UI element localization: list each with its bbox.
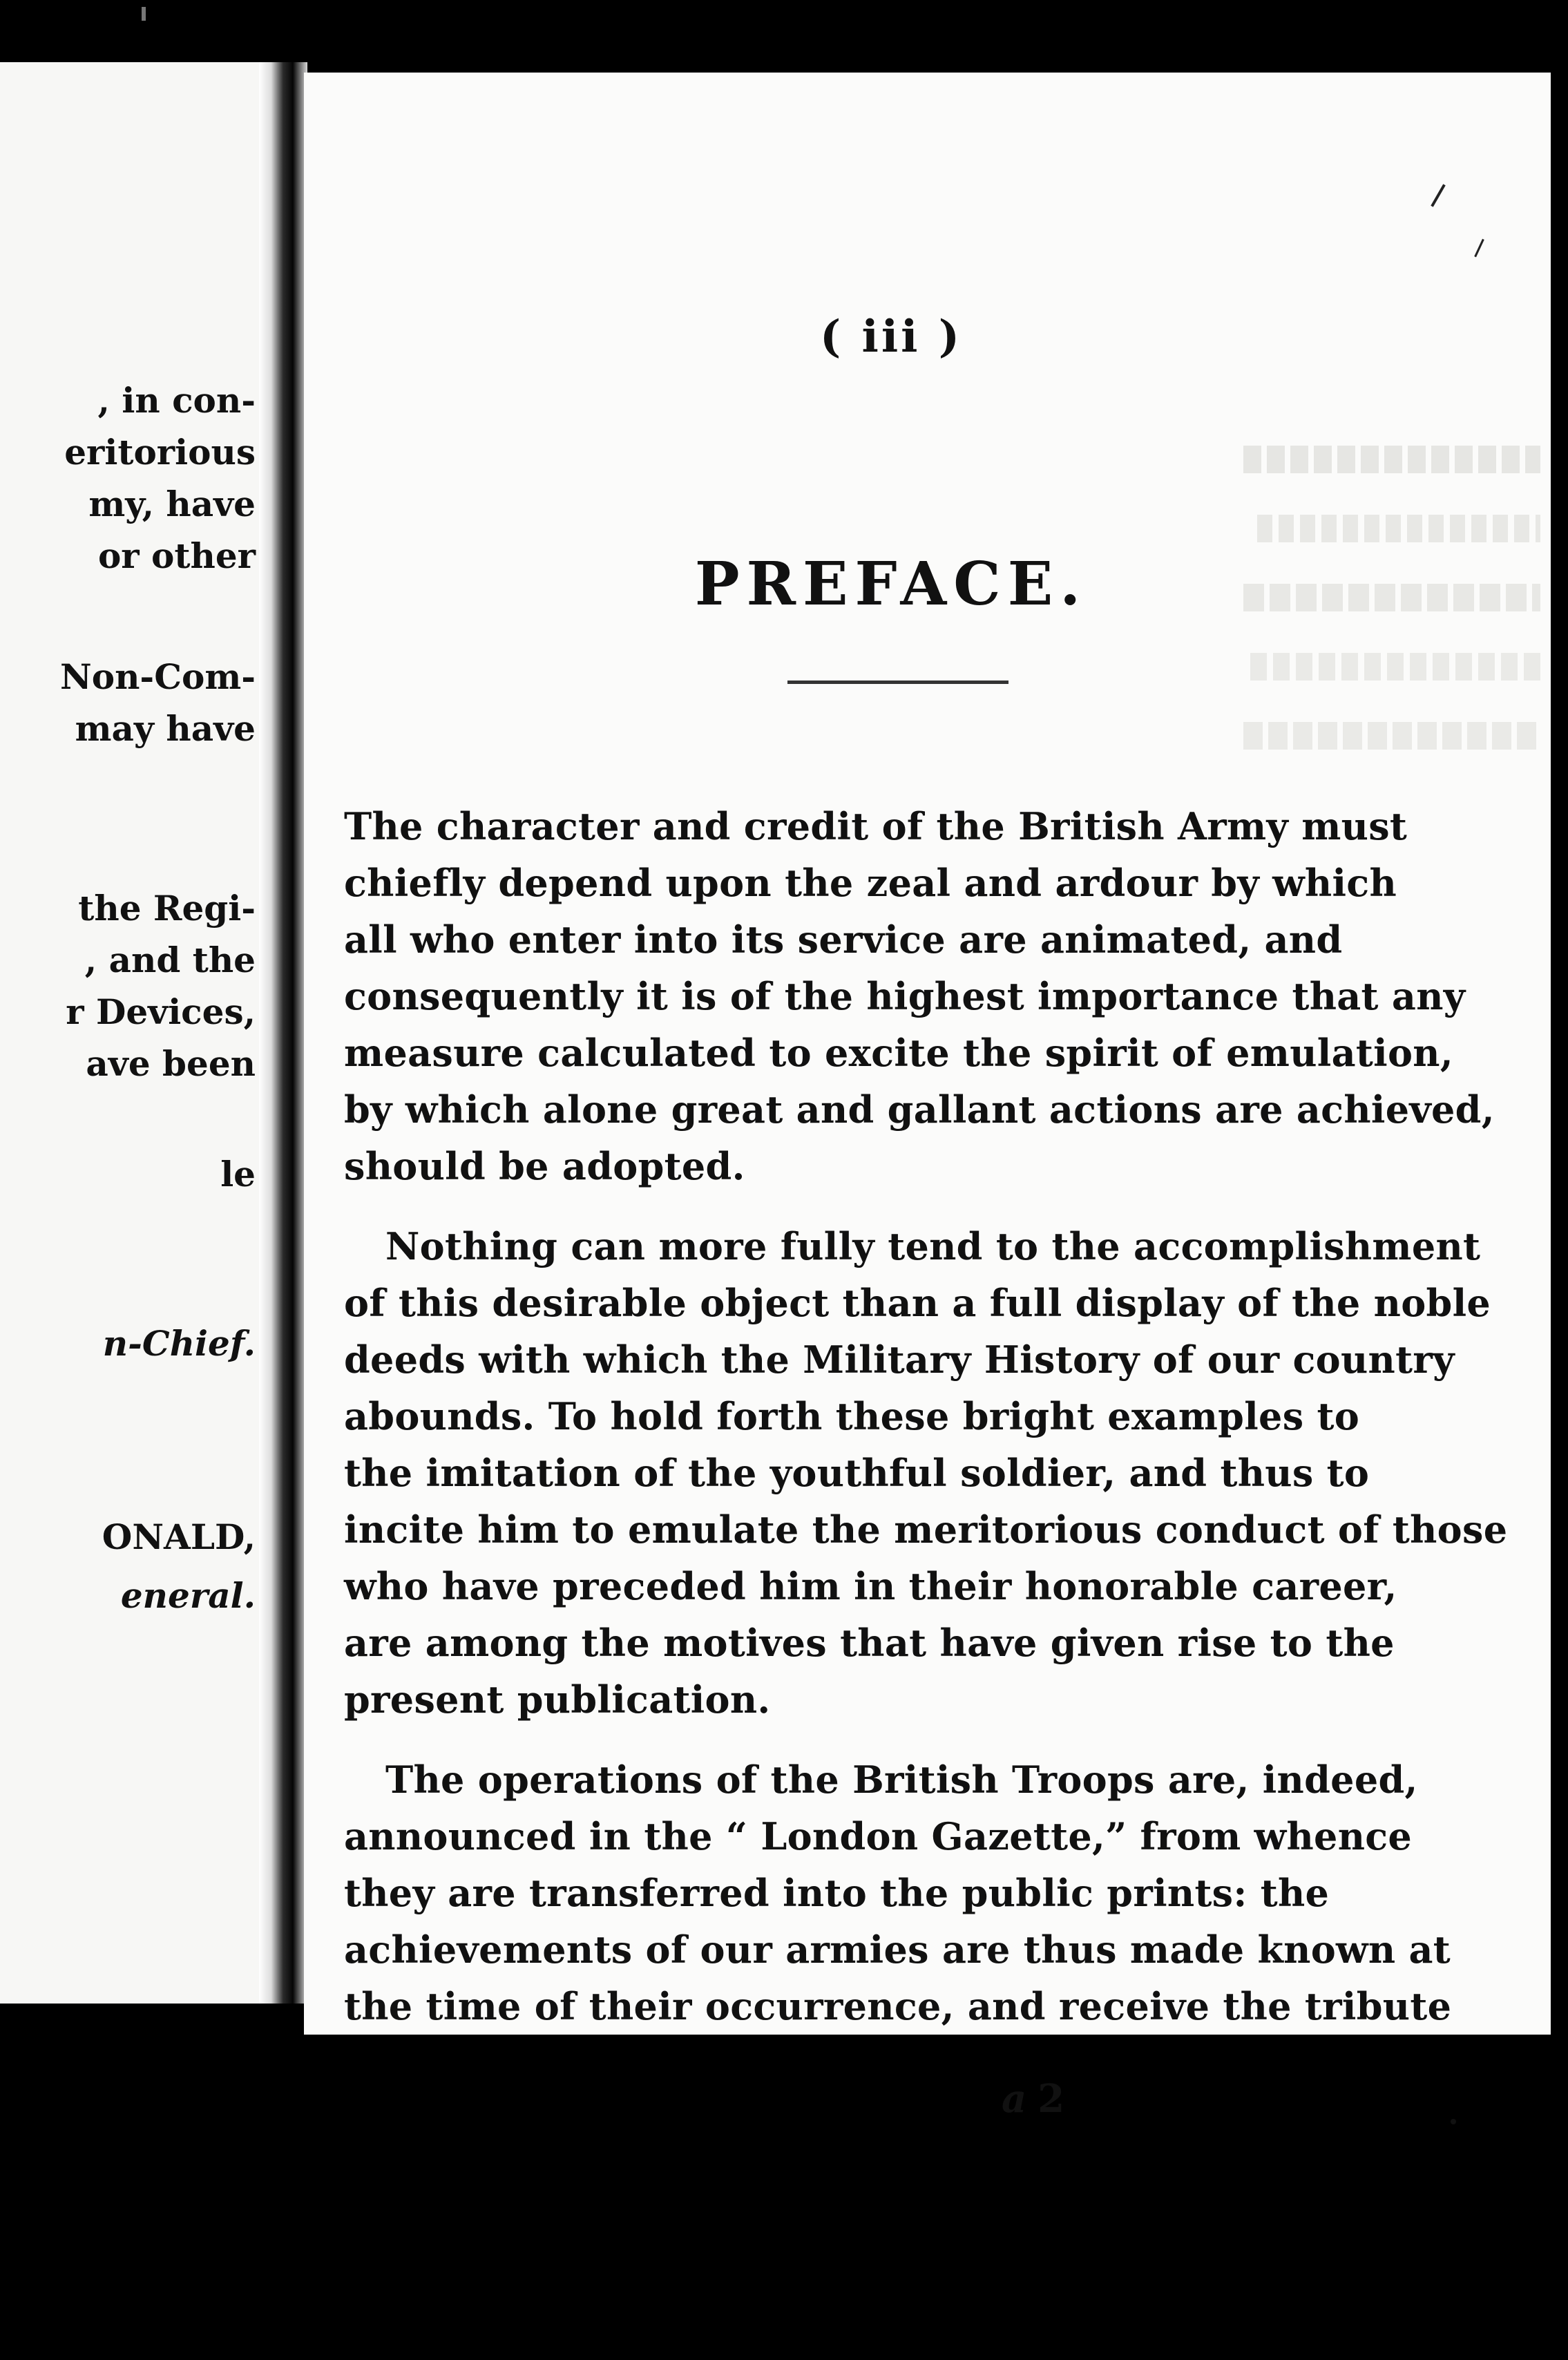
show-through-text (1243, 446, 1540, 473)
facing-page-fragment: , and the (84, 940, 256, 980)
preface-body (344, 798, 1508, 2035)
facing-page-fragment: my, have (88, 484, 256, 524)
text-line: are among the motives that have given rise to the (344, 1621, 1395, 1665)
show-through-text (1250, 653, 1540, 681)
text-line: all who enter into its service are animated, and (344, 917, 1343, 962)
facing-page-fragment: le (220, 1154, 256, 1195)
text-line: The operations of the British Troops are, indeed, (385, 1758, 1418, 1802)
page-title: PREFACE. (694, 549, 1088, 619)
text-line: consequently it is of the highest importance that any (344, 974, 1466, 1018)
text-line: they are transferred into the public prints: the (344, 1871, 1330, 1915)
page-number: ( iii ) (819, 311, 963, 363)
show-through-text (1243, 584, 1540, 611)
text-line: by which alone great and gallant actions are achieved, (344, 1087, 1495, 1132)
facing-page (0, 62, 283, 2004)
text-line: of this desirable object than a full display of the noble (344, 1281, 1491, 1325)
book-gutter (259, 62, 307, 2004)
facing-page-fragment: eneral. (120, 1575, 256, 1616)
ink-dot (1451, 2119, 1456, 2124)
text-line: achievements of our armies are thus made known at (344, 1928, 1451, 1972)
text-line: deeds with which the Military History of our country (344, 1338, 1455, 1382)
show-through-text (1243, 722, 1540, 750)
facing-page-fragment: , in con- (97, 380, 256, 421)
text-line: measure calculated to excite the spirit of emulation, (344, 1031, 1453, 1075)
text-line: the imitation of the youthful soldier, and thus to (344, 1451, 1370, 1495)
signature-number: 2 (1038, 2076, 1065, 2122)
text-line: present publication. (344, 1677, 771, 1722)
scan-speck (142, 7, 146, 21)
signature-letter: a (1002, 2076, 1027, 2122)
text-line: who have preceded him in their honorable career, (344, 1564, 1397, 1608)
text-line: abounds. To hold forth these bright examples to (344, 1394, 1360, 1438)
title-rule (787, 681, 1008, 684)
text-line: announced in the “ London Gazette,” from whence (344, 1814, 1413, 1858)
facing-page-fragment: ave been (86, 1043, 256, 1084)
paper-speck (1474, 239, 1484, 258)
text-line: the time of their occurrence, and receive the tribute (344, 1984, 1452, 2028)
text-line: should be adopted. (344, 1144, 745, 1188)
facing-page-fragment: may have (75, 708, 256, 749)
facing-page-fragment: r Devices, (66, 991, 256, 1032)
facing-page-fragment: ONALD, (102, 1516, 256, 1557)
text-line: Nothing can more fully tend to the accomplishment (385, 1224, 1481, 1268)
show-through-text (1257, 515, 1540, 542)
text-line: incite him to emulate the meritorious conduct of those (344, 1507, 1508, 1552)
facing-page-fragment: n-Chief. (102, 1323, 256, 1364)
signature-mark (1002, 2076, 1064, 2122)
facing-page-fragment: or other (97, 535, 256, 576)
facing-page-fragment: the Regi- (78, 888, 256, 929)
text-line: The character and credit of the British Army must (344, 804, 1408, 848)
facing-page-fragment: Non-Com- (60, 656, 256, 697)
preface-page (304, 73, 1551, 2122)
facing-page-fragment: eritorious (64, 432, 256, 473)
text-line: chiefly depend upon the zeal and ardour by which (344, 861, 1397, 905)
paper-speck (1431, 184, 1445, 207)
